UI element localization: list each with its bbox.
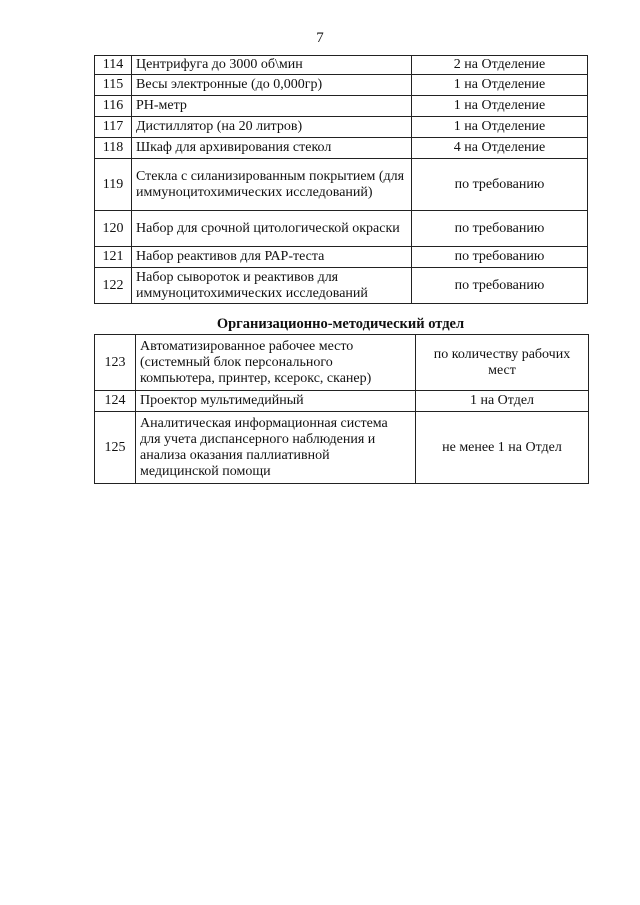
section-title: Организационно-методический отдел (216, 316, 465, 332)
item-name: Центрифуга до 3000 об\мин (132, 56, 412, 75)
row-number: 115 (95, 75, 132, 96)
item-quantity: не менее 1 на Отдел (416, 412, 589, 484)
row-number: 120 (95, 211, 132, 247)
table-row (95, 391, 589, 412)
item-name: Набор реактивов для РАР-теста (132, 247, 412, 268)
table-row (95, 75, 588, 96)
row-number: 121 (95, 247, 132, 268)
row-number: 122 (95, 268, 132, 304)
item-quantity: по требованию (412, 247, 588, 268)
item-quantity: по требованию (412, 268, 588, 304)
table-row (95, 159, 588, 211)
item-name: Проектор мультимедийный (136, 391, 416, 412)
row-number: 116 (95, 96, 132, 117)
table-row (95, 412, 589, 484)
item-quantity: по требованию (412, 211, 588, 247)
table-row (95, 268, 588, 304)
item-quantity: 4 на Отделение (412, 138, 588, 159)
table-row (95, 96, 588, 117)
item-quantity: по требованию (412, 159, 588, 211)
table-row (95, 211, 588, 247)
item-quantity: 2 на Отделение (412, 56, 588, 75)
row-number: 123 (95, 335, 136, 391)
item-name: Набор для срочной цитологической окраски (132, 211, 412, 247)
equipment-table (94, 55, 588, 304)
row-number: 124 (95, 391, 136, 412)
page-number: 7 (316, 30, 324, 46)
item-name: РН-метр (132, 96, 412, 117)
table-row (95, 138, 588, 159)
table-row (95, 247, 588, 268)
item-quantity: 1 на Отдел (416, 391, 589, 412)
table-row (95, 117, 588, 138)
department-equipment-table (94, 334, 589, 484)
item-quantity: 1 на Отделение (412, 75, 588, 96)
row-number: 118 (95, 138, 132, 159)
row-number: 119 (95, 159, 132, 211)
item-name: Весы электронные (до 0,000гр) (132, 75, 412, 96)
table-row (95, 56, 588, 75)
table-row (95, 335, 589, 391)
item-name: Дистиллятор (на 20 литров) (132, 117, 412, 138)
item-name: Набор сывороток и реактивов для иммуноцитохимических исследований (132, 268, 412, 304)
item-name: Автоматизированное рабочее место (системный блок персонального компьютера, принтер, ксерокс, сканер) (136, 335, 416, 391)
row-number: 117 (95, 117, 132, 138)
item-quantity: по количеству рабочих мест (416, 335, 589, 391)
row-number: 125 (95, 412, 136, 484)
item-name: Стекла с силанизированным покрытием (для иммуноцитохимических исследований) (132, 159, 412, 211)
item-quantity: 1 на Отделение (412, 117, 588, 138)
item-name: Шкаф для архивирования стекол (132, 138, 412, 159)
item-name: Аналитическая информационная система для учета диспансерного наблюдения и анализа оказания паллиативной медицинской помощи (136, 412, 416, 484)
item-quantity: 1 на Отделение (412, 96, 588, 117)
row-number: 114 (95, 56, 132, 75)
